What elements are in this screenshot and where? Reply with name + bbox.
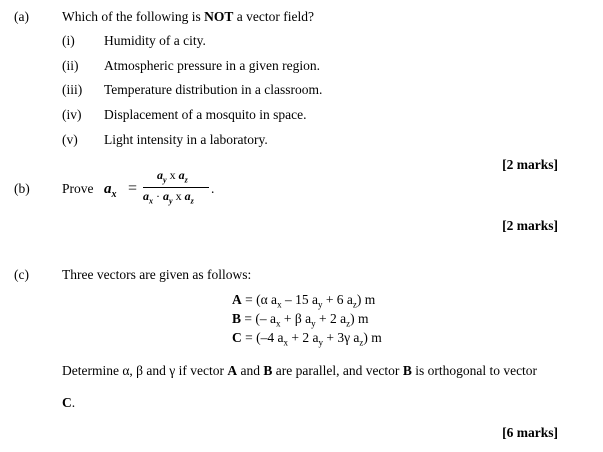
option-num-iii: (iii) xyxy=(62,82,83,97)
question-b-fraction xyxy=(143,168,209,208)
determine-vector-b: B xyxy=(263,363,273,378)
vector-c-sub2: y xyxy=(318,337,323,348)
question-c-determine xyxy=(62,363,537,379)
vector-c-name: C xyxy=(232,330,242,345)
option-text-i: Humidity of a city. xyxy=(104,33,206,48)
num-sub1: y xyxy=(163,175,167,185)
vector-c-equation xyxy=(232,330,382,348)
vector-a-sub3: z xyxy=(352,299,357,310)
vector-a-end: ) m xyxy=(356,292,376,307)
num-sub2: z xyxy=(184,175,188,185)
den-a1: a xyxy=(143,189,149,203)
determine-part4: is orthogonal to vector xyxy=(411,363,538,378)
question-a-marks: [2 marks] xyxy=(502,157,558,172)
determine-end: . xyxy=(71,395,76,410)
determine-part2: and xyxy=(237,363,264,378)
fraction-numerator xyxy=(157,168,188,184)
vector-b-part1: = (– a xyxy=(241,311,276,326)
vector-c-part3: + 3γ a xyxy=(322,330,360,345)
fraction-bar xyxy=(143,187,209,188)
vector-b-name: B xyxy=(232,311,242,326)
question-c-determine-c xyxy=(62,395,75,411)
den-dot: · xyxy=(156,189,160,203)
question-b-lhs xyxy=(104,181,117,200)
determine-part3: are parallel, and vector xyxy=(272,363,403,378)
lhs-a: a xyxy=(104,181,112,197)
vector-a-part1: = (α a xyxy=(241,292,278,307)
den-a3: a xyxy=(184,189,191,203)
question-b-marks: [2 marks] xyxy=(502,218,558,233)
vector-b-sub3: z xyxy=(346,318,351,329)
fraction-denominator xyxy=(143,189,194,205)
question-c-label: (c) xyxy=(14,267,29,282)
den-cross: x xyxy=(175,189,182,203)
option-num-i: (i) xyxy=(62,33,75,48)
question-b-prove: Prove xyxy=(62,181,94,196)
question-a-text xyxy=(62,9,314,25)
determine-vector-b2: B xyxy=(402,363,412,378)
den-a2: a xyxy=(163,189,169,203)
option-num-iv: (iv) xyxy=(62,107,82,122)
option-text-ii: Atmospheric pressure in a given region. xyxy=(104,58,320,73)
vector-a-equation xyxy=(232,292,375,310)
determine-part1: Determine α, β and γ if vector xyxy=(62,363,228,378)
question-b-label: (b) xyxy=(14,181,30,196)
option-text-iii: Temperature distribution in a classroom. xyxy=(104,82,323,97)
option-num-v: (v) xyxy=(62,132,78,147)
vector-b-part3: + 2 a xyxy=(315,311,347,326)
vector-b-sub2: y xyxy=(311,318,316,329)
option-text-v: Light intensity in a laboratory. xyxy=(104,132,268,147)
num-a2: a xyxy=(178,168,185,182)
question-a-pre: Which of the following is xyxy=(62,9,205,24)
question-b-equals: = xyxy=(128,180,138,197)
vector-c-part2: + 2 a xyxy=(287,330,319,345)
lhs-subscript: x xyxy=(111,189,117,200)
num-a1: a xyxy=(157,168,163,182)
question-a-label: (a) xyxy=(14,9,29,24)
vector-a-part3: + 6 a xyxy=(322,292,353,307)
option-text-iv: Displacement of a mosquito in space. xyxy=(104,107,307,122)
vector-c-sub1: x xyxy=(283,337,288,348)
vector-c-sub3: z xyxy=(359,337,364,348)
vector-a-name: A xyxy=(232,292,242,307)
vector-b-sub1: x xyxy=(276,318,281,329)
vector-c-part1: = (–4 a xyxy=(241,330,284,345)
question-c-intro: Three vectors are given as follows: xyxy=(62,267,252,282)
question-c-marks: [6 marks] xyxy=(502,425,558,440)
den-sub1: x xyxy=(149,196,153,206)
vector-c-end: ) m xyxy=(363,330,382,345)
vector-a-part2: – 15 a xyxy=(281,292,318,307)
vector-b-part2: + β a xyxy=(280,311,312,326)
vector-a-sub2: y xyxy=(317,299,323,310)
question-a-not: NOT xyxy=(204,9,234,24)
option-num-ii: (ii) xyxy=(62,58,79,73)
den-sub3: z xyxy=(190,196,194,206)
question-a-post: a vector field? xyxy=(233,9,314,24)
vector-b-equation xyxy=(232,311,368,329)
den-sub2: y xyxy=(169,196,173,206)
vector-a-sub1: x xyxy=(277,299,282,310)
question-b-period: . xyxy=(211,181,215,196)
num-cross: x xyxy=(169,168,176,182)
vector-b-end: ) m xyxy=(350,311,369,326)
determine-vector-a: A xyxy=(227,363,238,378)
determine-vector-c: C xyxy=(62,395,72,410)
